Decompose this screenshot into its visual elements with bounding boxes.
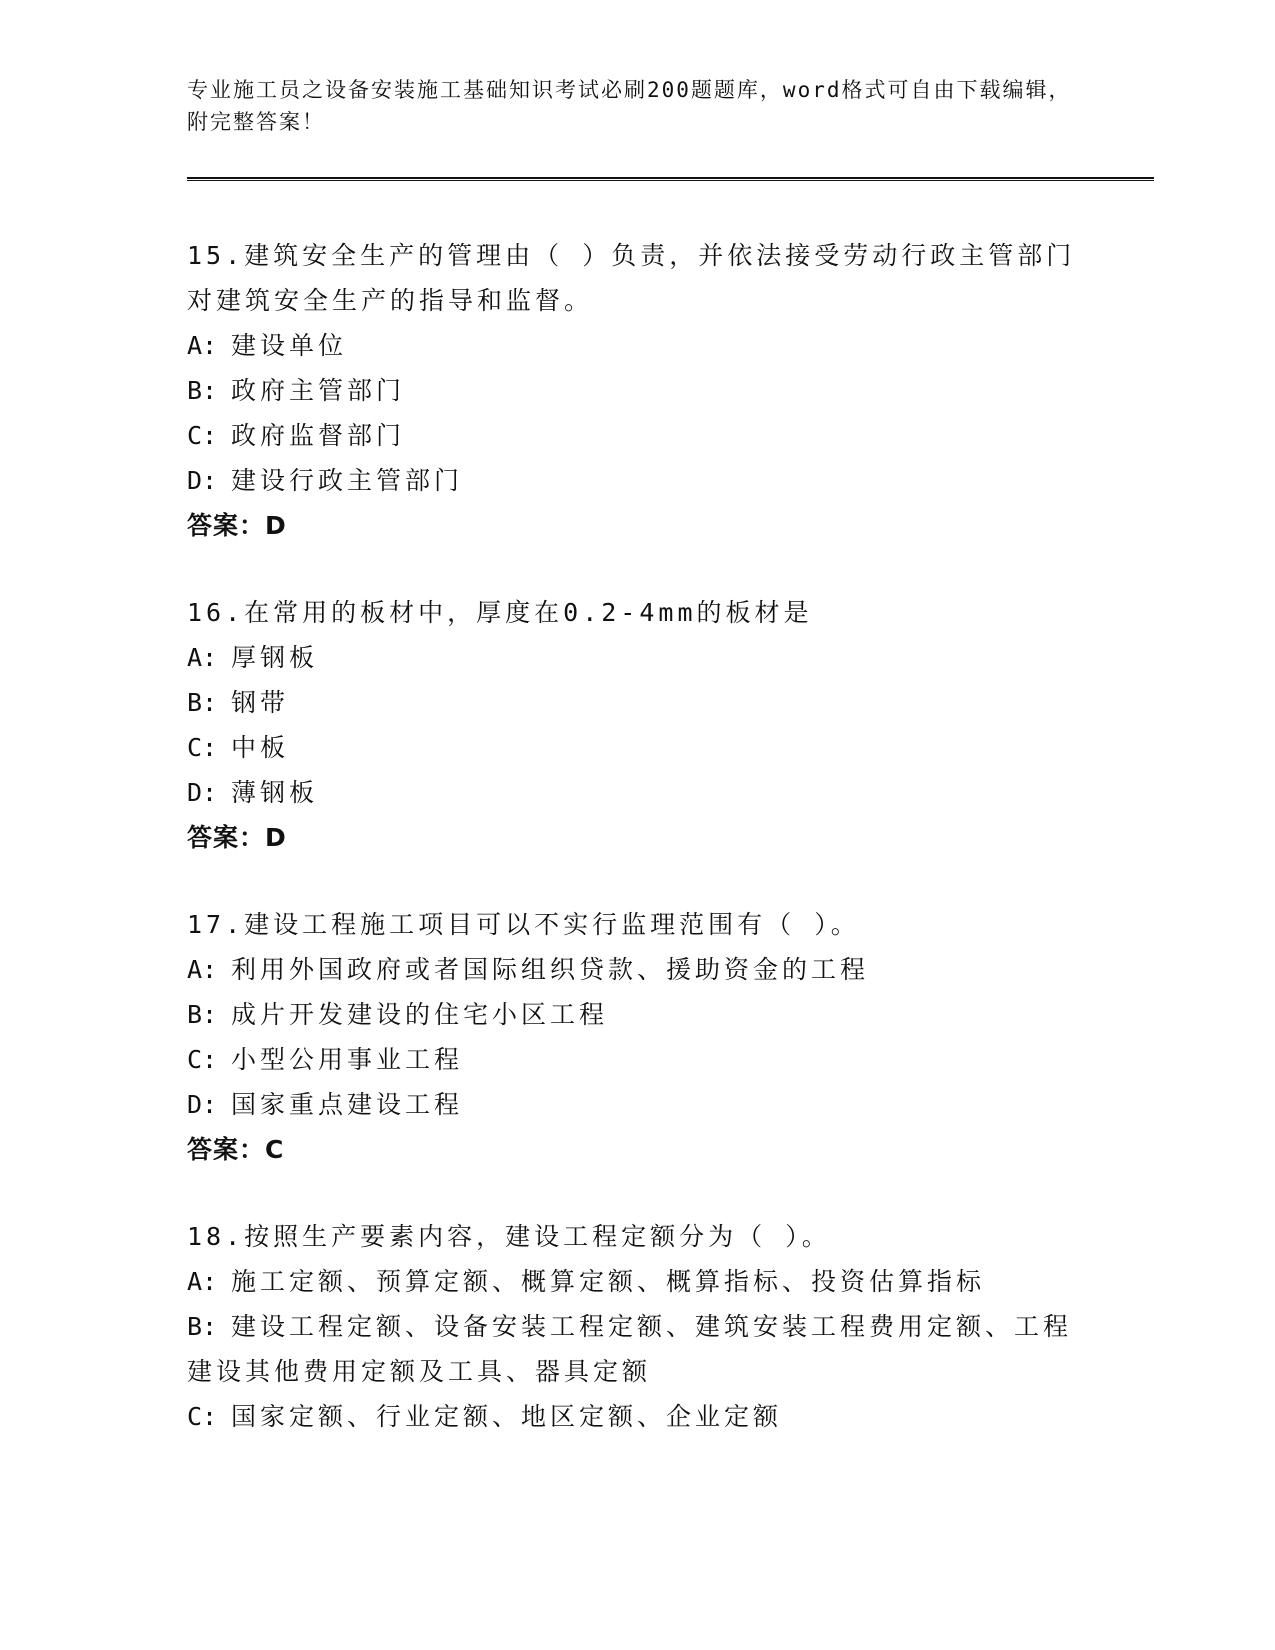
option-letter: B:: [187, 376, 218, 405]
option-text: 成片开发建设的住宅小区工程: [231, 1000, 609, 1029]
option-d: [187, 770, 1087, 815]
option-letter: C:: [187, 1045, 218, 1074]
option-c: [187, 413, 1087, 458]
header-divider: [187, 177, 1154, 181]
option-text: 厚钢板: [231, 643, 319, 672]
option-text: 建设工程定额、设备安装工程定额、建筑安装工程费用定额、工程建设其他费用定额及工具、器具定额: [187, 1312, 1073, 1386]
option-b: [187, 1304, 1087, 1394]
option-letter: B:: [187, 1312, 218, 1341]
option-text: 政府监督部门: [231, 421, 406, 450]
option-a: [187, 635, 1087, 680]
option-letter: A:: [187, 1267, 218, 1296]
answer-line: 答案：D: [187, 511, 287, 540]
option-letter: D:: [187, 1090, 218, 1119]
option-text: 利用外国政府或者国际组织贷款、援助资金的工程: [231, 955, 870, 984]
option-d: [187, 458, 1087, 503]
option-letter: D:: [187, 466, 218, 495]
option-text: 施工定额、预算定额、概算定额、概算指标、投资估算指标: [231, 1267, 986, 1296]
option-c: [187, 1394, 1087, 1439]
option-text: 建设行政主管部门: [231, 466, 464, 495]
question-text: 15.建筑安全生产的管理由（ ）负责，并依法接受劳动行政主管部门对建筑安全生产的指导和监督。: [187, 241, 1076, 315]
option-letter: A:: [187, 331, 218, 360]
option-b: [187, 680, 1087, 725]
question-17: [187, 902, 1087, 1172]
option-text: 小型公用事业工程: [231, 1045, 464, 1074]
option-letter: C:: [187, 733, 218, 762]
option-a: [187, 1259, 1087, 1304]
option-a: [187, 947, 1087, 992]
document-header: 专业施工员之设备安装施工基础知识考试必刷200题题库，word格式可自由下载编辑，附完整答案！: [187, 78, 1072, 134]
option-text: 政府主管部门: [231, 376, 406, 405]
option-c: [187, 1037, 1087, 1082]
option-letter: C:: [187, 421, 218, 450]
question-text: 18.按照生产要素内容，建设工程定额分为（ ）。: [187, 1222, 831, 1251]
option-b: [187, 368, 1087, 413]
option-letter: D:: [187, 778, 218, 807]
option-text: 国家定额、行业定额、地区定额、企业定额: [231, 1402, 783, 1431]
option-letter: B:: [187, 688, 218, 717]
question-16: [187, 590, 1087, 860]
answer-line: 答案：C: [187, 1135, 285, 1164]
question-15: [187, 233, 1087, 548]
option-a: [187, 323, 1087, 368]
option-text: 钢带: [231, 688, 290, 717]
option-text: 建设单位: [231, 331, 348, 360]
question-text: 16.在常用的板材中，厚度在0.2-4mm的板材是: [187, 598, 813, 627]
option-text: 薄钢板: [231, 778, 319, 807]
option-letter: B:: [187, 1000, 218, 1029]
question-list: [187, 233, 1087, 1481]
option-letter: C:: [187, 1402, 218, 1431]
option-letter: A:: [187, 955, 218, 984]
option-text: 国家重点建设工程: [231, 1090, 464, 1119]
question-18: [187, 1214, 1087, 1439]
option-c: [187, 725, 1087, 770]
option-letter: A:: [187, 643, 218, 672]
option-b: [187, 992, 1087, 1037]
option-d: [187, 1082, 1087, 1127]
option-text: 中板: [231, 733, 290, 762]
question-text: 17.建设工程施工项目可以不实行监理范围有（ ）。: [187, 910, 860, 939]
answer-line: 答案：D: [187, 823, 287, 852]
